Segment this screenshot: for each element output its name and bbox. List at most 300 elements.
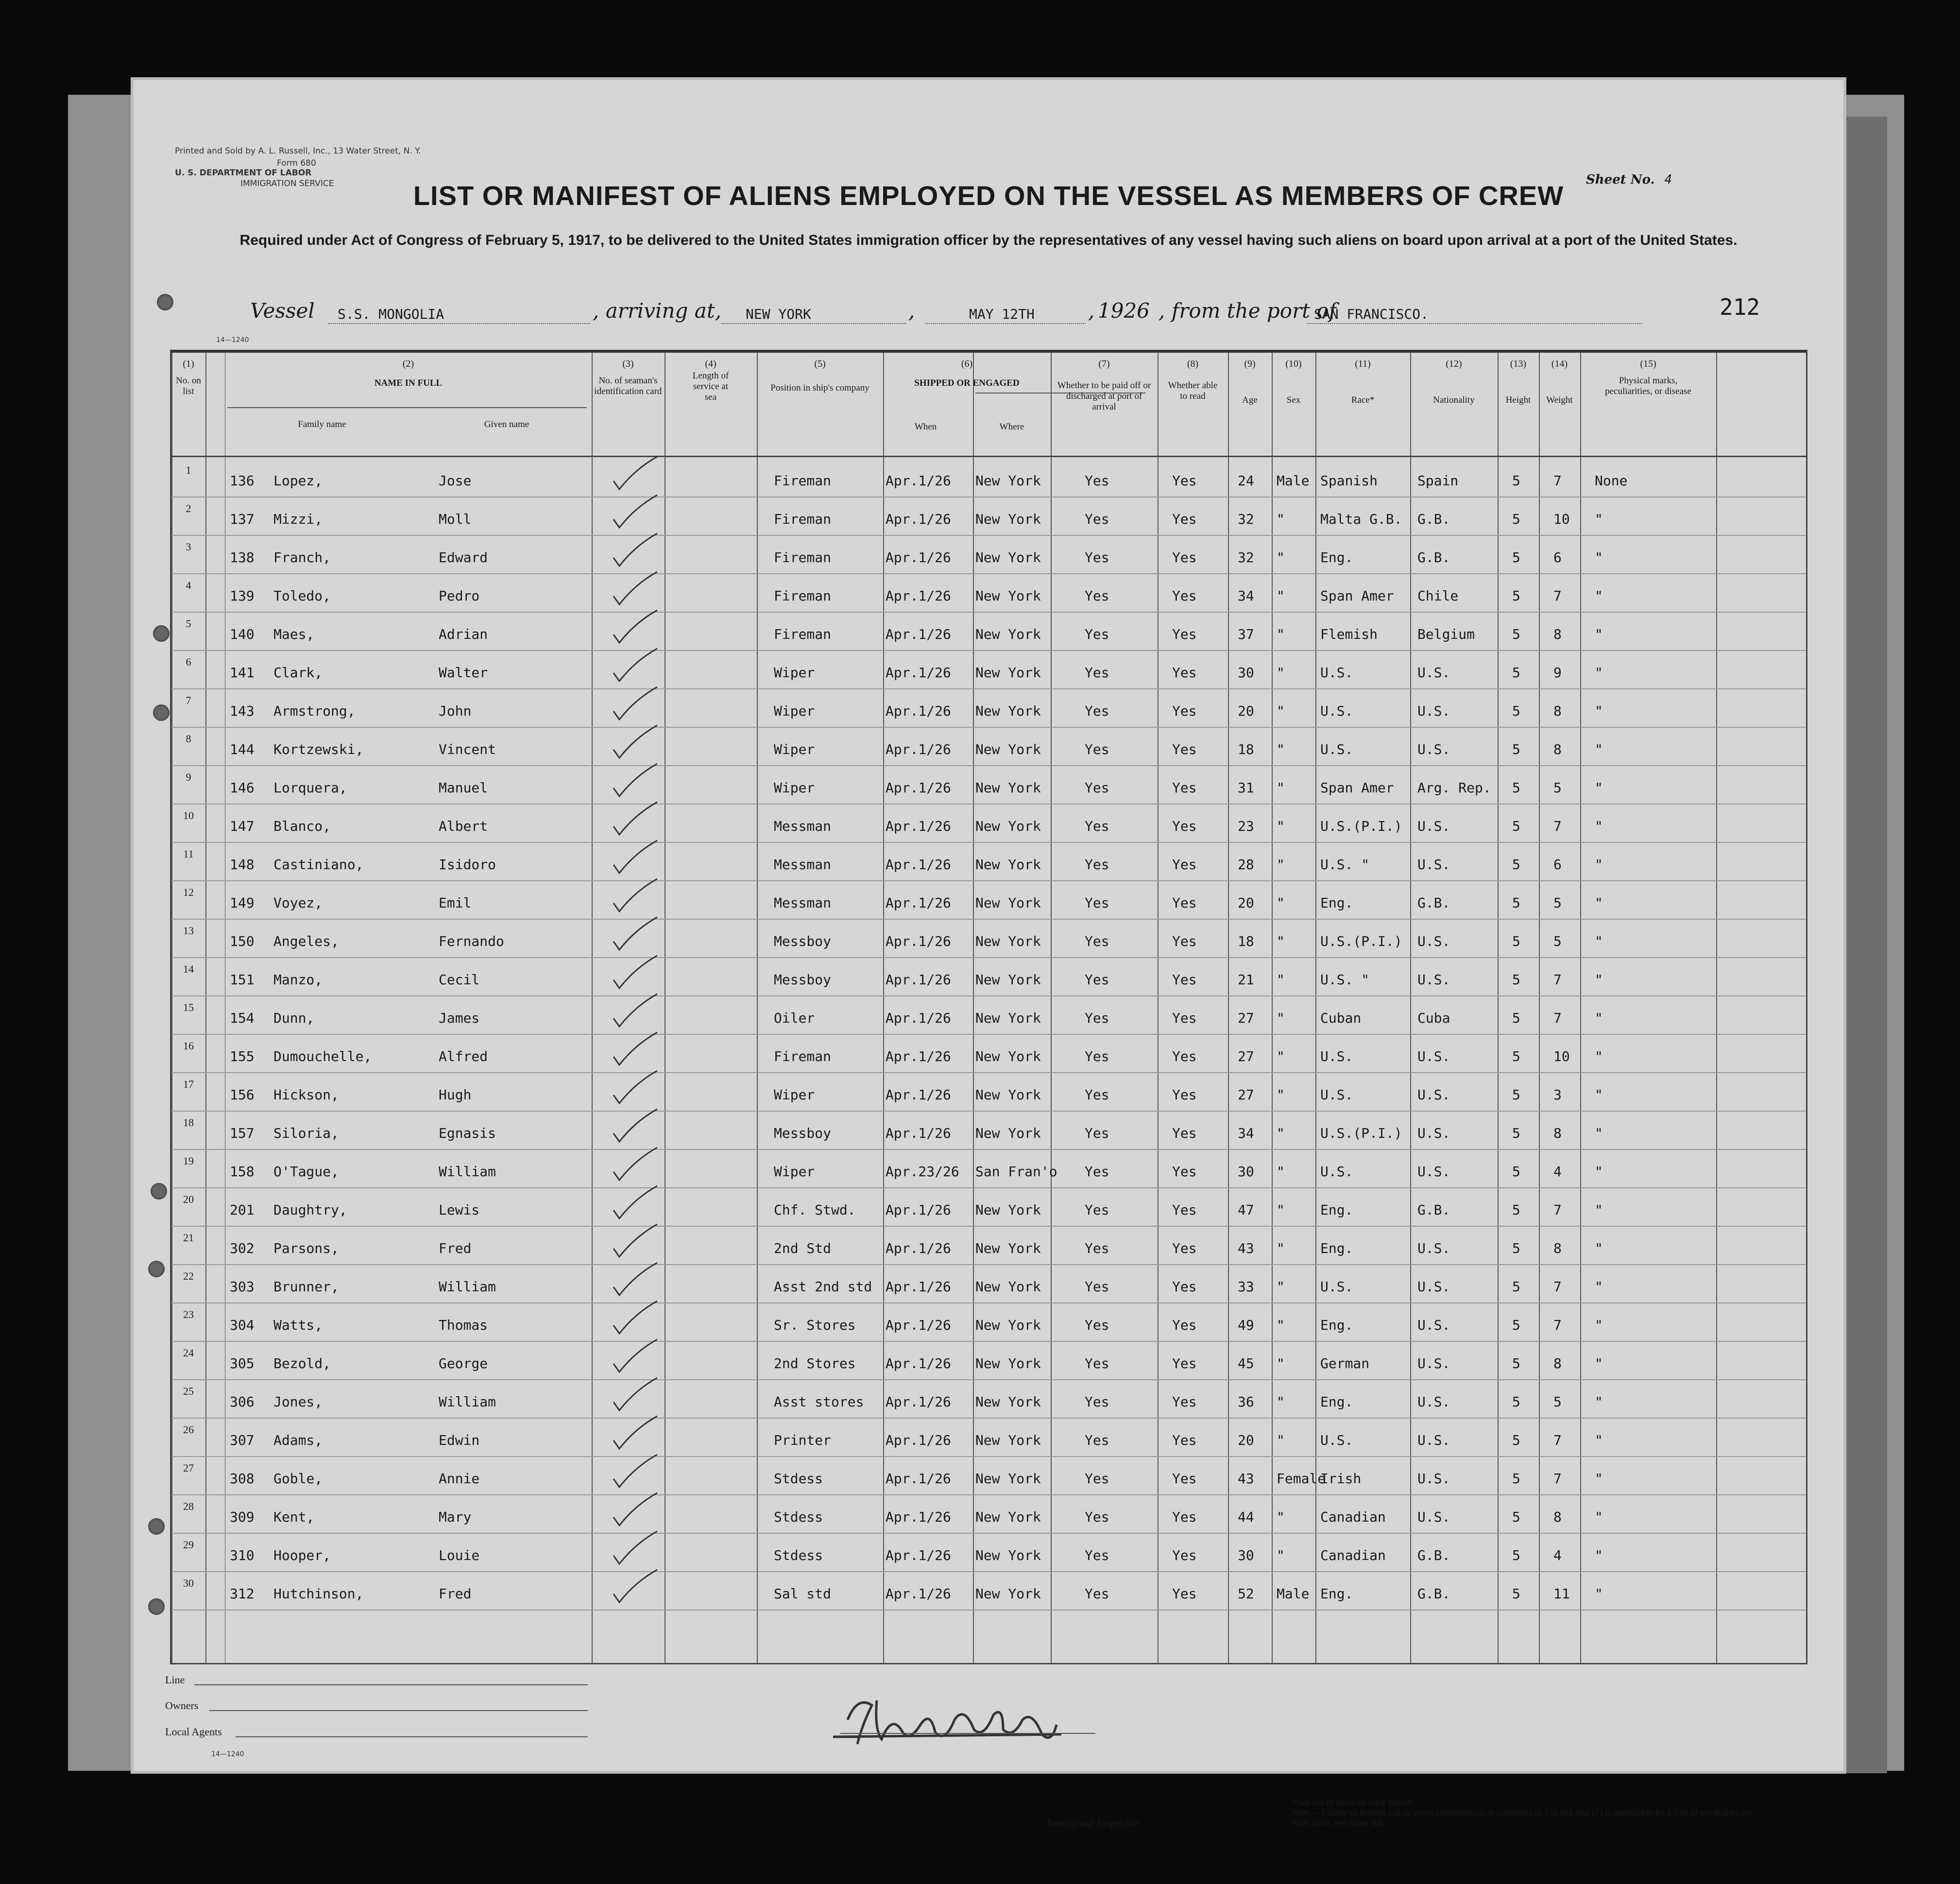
cell-where: New York [975,1432,1041,1448]
cell-age: 33 [1238,1279,1254,1295]
cell-position: Asst stores [774,1394,864,1410]
cell-paid: Yes [1085,1317,1109,1333]
cell-marks: " [1595,511,1603,527]
stamp-number: 212 [1720,294,1760,320]
cell-age: 43 [1238,1240,1254,1256]
col-head-no: No. on list [176,376,201,396]
cell-when: Apr.1/26 [886,1586,951,1602]
punch-hole [148,1598,165,1615]
cell-race: Span Amer [1320,588,1394,604]
cell-when: Apr.1/26 [886,972,951,988]
cell-where: New York [975,1586,1041,1602]
table-row [171,1457,1806,1495]
cell-where: New York [975,780,1041,796]
cell-height: 5 [1512,1547,1520,1563]
inspector-signature [828,1686,1129,1759]
cell-race: U.S.(P.I.) [1320,933,1402,949]
cell-when: Apr.23/26 [886,1164,959,1180]
cell-height: 5 [1512,1586,1520,1602]
cell-read: Yes [1172,626,1197,642]
cell-where: New York [975,1202,1041,1218]
cell-weight: 7 [1553,473,1562,489]
cell-nationality: G.B. [1417,1547,1450,1563]
cell-read: Yes [1172,1240,1197,1256]
cell-age: 18 [1238,933,1254,949]
cell-where: New York [975,1355,1041,1371]
table-row [171,1112,1806,1150]
cell-where: New York [975,549,1041,565]
col-head-position: Position in ship's company [770,383,869,393]
check-mark-icon [609,1567,662,1606]
cell-age: 30 [1238,1164,1254,1180]
table-row [171,1342,1806,1380]
col-num-15: (15) [1640,359,1656,369]
cell-height: 5 [1512,972,1520,988]
check-mark-icon [609,992,662,1030]
cell-position: Stdess [774,1471,823,1487]
cell-weight: 8 [1553,1240,1562,1256]
cell-age: 20 [1238,1432,1254,1448]
check-mark-icon [609,493,662,531]
row-number: 10 [183,809,194,822]
cell-weight: 4 [1553,1547,1562,1563]
row-number: 5 [186,617,191,630]
cell-position: Messboy [774,933,832,949]
table-row [171,766,1806,805]
cell-nationality: U.S. [1417,1394,1450,1410]
cell-sex: " [1277,856,1285,873]
cell-where: New York [975,1317,1041,1333]
cell-id: 312 [230,1586,255,1602]
cell-marks: " [1595,549,1603,565]
check-mark-icon [609,876,662,915]
cell-position: Messboy [774,972,832,988]
row-number: 7 [186,694,191,706]
col-num-9: (9) [1244,359,1256,369]
cell-family: Clark, [273,665,323,681]
cell-given: Louie [439,1547,480,1563]
col-head-weight: Weight [1546,395,1573,405]
cell-weight: 8 [1553,1509,1562,1525]
cell-height: 5 [1512,1279,1520,1295]
cell-position: Stdess [774,1509,823,1525]
cell-family: Hooper, [273,1547,331,1563]
cell-sex: " [1277,626,1285,642]
cell-age: 27 [1238,1048,1254,1064]
col-head-sex: Sex [1286,395,1301,405]
cell-race: Eng. [1320,895,1353,911]
cell-when: Apr.1/26 [886,473,951,489]
check-mark-icon [609,608,662,647]
name-subline [227,407,587,408]
check-mark-icon [609,1375,662,1414]
cell-when: Apr.1/26 [886,1048,951,1064]
check-mark-icon [609,1068,662,1107]
cell-marks: " [1595,1394,1603,1410]
cell-given: William [439,1279,496,1295]
cell-where: New York [975,933,1041,949]
cell-weight: 7 [1553,1432,1562,1448]
cell-nationality: G.B. [1417,511,1450,527]
col-num-7: (7) [1098,359,1110,369]
cell-given: Hugh [439,1087,472,1103]
punch-hole [151,1183,167,1199]
cell-paid: Yes [1085,741,1109,757]
cell-race: Canadian [1320,1509,1386,1525]
cell-paid: Yes [1085,511,1109,527]
cell-position: Fireman [774,1048,832,1064]
cell-marks: " [1595,1586,1603,1602]
cell-marks: " [1595,1547,1603,1563]
check-mark-icon [609,531,662,570]
line-underline [194,1684,588,1685]
from-port: SAN FRANCISCO. [1314,306,1429,322]
cell-given: Fernando [439,933,504,949]
col-num-4: (4) [705,359,716,369]
cell-race: Flemish [1320,626,1378,642]
cell-given: Albert [439,818,488,834]
cell-position: Messman [774,856,832,873]
col-head-paid: Whether to be paid off or discharged at port of arrival [1057,380,1151,412]
cell-nationality: U.S. [1417,741,1450,757]
cell-position: Messman [774,818,832,834]
cell-sex: " [1277,1125,1285,1141]
row-number: 8 [186,733,191,745]
cell-marks: " [1595,626,1603,642]
row-number: 18 [183,1116,194,1129]
agents-underline [236,1736,588,1737]
row-number: 21 [183,1232,194,1244]
cell-when: Apr.1/26 [886,741,951,757]
cell-family: Armstrong, [273,703,356,719]
col-num-13: (13) [1510,359,1527,369]
cell-position: Wiper [774,780,815,796]
cell-where: San Fran'o [975,1164,1057,1180]
cell-position: Chf. Stwd. [774,1202,856,1218]
cell-paid: Yes [1085,895,1109,911]
cell-id: 158 [230,1164,255,1180]
cell-family: Adams, [273,1432,323,1448]
row-number: 9 [186,771,191,783]
cell-race: U.S.(P.I.) [1320,1125,1402,1141]
col-head-marks: Physical marks, peculiarities, or disease [1605,376,1691,396]
cell-paid: Yes [1085,1048,1109,1064]
cell-marks: " [1595,1509,1603,1525]
cell-position: Wiper [774,1087,815,1103]
col-num-6: (6) [961,359,973,369]
cell-given: Isidoro [439,856,496,873]
cell-sex: " [1277,1279,1285,1295]
cell-paid: Yes [1085,1355,1109,1371]
cell-read: Yes [1172,1048,1197,1064]
table-row [171,1150,1806,1188]
cell-read: Yes [1172,780,1197,796]
header-line [171,351,1806,353]
cell-given: Walter [439,665,488,681]
row-number: 20 [183,1193,194,1205]
cell-read: Yes [1172,588,1197,604]
cell-id: 139 [230,588,255,604]
cell-family: Bezold, [273,1355,331,1371]
table-row [171,1265,1806,1303]
cell-when: Apr.1/26 [886,1432,951,1448]
cell-paid: Yes [1085,1471,1109,1487]
cell-when: Apr.1/26 [886,511,951,527]
cell-paid: Yes [1085,1202,1109,1218]
cell-age: 44 [1238,1509,1254,1525]
cell-given: Cecil [439,972,480,988]
check-mark-icon [609,761,662,800]
table-row [171,1303,1806,1342]
cell-sex: " [1277,1394,1285,1410]
col-num-10: (10) [1285,359,1302,369]
cell-nationality: Belgium [1417,626,1475,642]
row-number: 14 [183,963,194,975]
cell-weight: 5 [1553,933,1562,949]
inspector-underline [840,1733,1095,1734]
cell-sex: " [1277,549,1285,565]
col-num-3: (3) [622,359,634,369]
cell-nationality: U.S. [1417,1087,1450,1103]
cell-marks: " [1595,741,1603,757]
note-races: *See list of races on back hereof. [1292,1798,1415,1808]
cell-nationality: U.S. [1417,933,1450,949]
cell-given: Mary [439,1509,472,1525]
cell-family: Jones, [273,1394,323,1410]
cell-weight: 11 [1553,1586,1570,1602]
cell-race: U.S. [1320,1279,1353,1295]
cell-when: Apr.1/26 [886,1087,951,1103]
cell-given: James [439,1010,480,1026]
cell-marks: " [1595,588,1603,604]
cell-weight: 6 [1553,856,1562,873]
cell-given: Fred [439,1240,472,1256]
cell-read: Yes [1172,933,1197,949]
check-mark-icon [609,646,662,685]
cell-age: 30 [1238,665,1254,681]
cell-weight: 3 [1553,1087,1562,1103]
cell-sex: " [1277,588,1285,604]
col-head-when: When [914,422,937,432]
cell-height: 5 [1512,703,1520,719]
check-mark-icon [609,1452,662,1491]
cell-where: New York [975,626,1041,642]
cell-when: Apr.1/26 [886,1010,951,1026]
cell-sex: Male [1277,473,1310,489]
cell-sex: " [1277,665,1285,681]
cell-age: 27 [1238,1087,1254,1103]
cell-where: New York [975,1471,1041,1487]
col-head-service: Length of service at sea [692,371,729,402]
table-row [171,881,1806,920]
cell-family: Kent, [273,1509,315,1525]
col-head-age: Age [1242,395,1258,405]
punch-hole [153,704,170,721]
cell-race: U.S. " [1320,856,1370,873]
row-number: 30 [183,1577,194,1589]
table-row [171,459,1806,497]
row-number: 22 [183,1270,194,1282]
col-num-14: (14) [1551,359,1568,369]
inspector-label: Immigrant Inspector. [1047,1817,1141,1829]
cell-id: 201 [230,1202,255,1218]
cell-paid: Yes [1085,856,1109,873]
col-head-read: Whether able to read [1168,380,1218,401]
date-underline [925,323,1086,324]
cell-height: 5 [1512,1355,1520,1371]
check-mark-icon [609,1260,662,1299]
cell-marks: " [1595,780,1603,796]
check-mark-icon [609,1145,662,1184]
footer-notes [1292,1798,1754,1828]
manifest-page [134,80,1843,1829]
cell-id: 141 [230,665,255,681]
cell-age: 43 [1238,1471,1254,1487]
cell-marks: " [1595,1471,1603,1487]
cell-nationality: Spain [1417,473,1459,489]
cell-id: 140 [230,626,255,642]
cell-given: Alfred [439,1048,488,1064]
table-row [171,1495,1806,1534]
cell-where: New York [975,1394,1041,1410]
cell-family: Parsons, [273,1240,339,1256]
cell-paid: Yes [1085,703,1109,719]
cell-weight: 10 [1553,511,1570,527]
cell-weight: 7 [1553,588,1562,604]
cell-family: Blanco, [273,818,331,834]
cell-where: New York [975,1125,1041,1141]
cell-race: Cuban [1320,1010,1362,1026]
cell-read: Yes [1172,1586,1197,1602]
cell-height: 5 [1512,473,1520,489]
cell-when: Apr.1/26 [886,1355,951,1371]
cell-given: Lewis [439,1202,480,1218]
cell-id: 144 [230,741,255,757]
cell-race: Eng. [1320,1202,1353,1218]
owners-underline [209,1710,588,1711]
cell-weight: 9 [1553,665,1562,681]
row-number: 29 [183,1539,194,1551]
service: IMMIGRATION SERVICE [240,179,334,188]
cell-height: 5 [1512,933,1520,949]
cell-nationality: U.S. [1417,818,1450,834]
cell-height: 5 [1512,1471,1520,1487]
cell-paid: Yes [1085,1279,1109,1295]
check-mark-icon [609,1337,662,1376]
cell-marks: " [1595,1125,1603,1141]
cell-height: 5 [1512,1125,1520,1141]
cell-family: O'Tague, [273,1164,339,1180]
owners-label: Owners [165,1699,199,1712]
cell-weight: 7 [1553,1010,1562,1026]
cell-nationality: U.S. [1417,1355,1450,1371]
cell-height: 5 [1512,1010,1520,1026]
form-number: Form 680 [277,158,316,168]
cell-marks: " [1595,1279,1603,1295]
cell-where: New York [975,1087,1041,1103]
cell-height: 5 [1512,1202,1520,1218]
cell-sex: " [1277,1010,1285,1026]
row-number: 2 [186,502,191,514]
page-title: LIST OR MANIFEST OF ALIENS EMPLOYED ON THE VESSEL AS MEMBERS OF CREW [413,180,1564,211]
cell-height: 5 [1512,549,1520,565]
cell-paid: Yes [1085,1394,1109,1410]
cell-race: U.S. [1320,741,1353,757]
cell-paid: Yes [1085,1509,1109,1525]
cell-when: Apr.1/26 [886,1471,951,1487]
cell-read: Yes [1172,1509,1197,1525]
cell-nationality: U.S. [1417,1048,1450,1064]
cell-read: Yes [1172,818,1197,834]
row-number: 27 [183,1462,194,1474]
cell-read: Yes [1172,511,1197,527]
cell-weight: 4 [1553,1164,1562,1180]
cell-weight: 8 [1553,1125,1562,1141]
cell-sex: " [1277,741,1285,757]
cell-read: Yes [1172,473,1197,489]
cell-nationality: U.S. [1417,1432,1450,1448]
cell-age: 27 [1238,1010,1254,1026]
table-row [171,728,1806,766]
cell-weight: 8 [1553,703,1562,719]
cell-position: Sal std [774,1586,832,1602]
arrival-date: MAY 12TH [969,306,1035,322]
cell-nationality: U.S. [1417,1509,1450,1525]
cell-position: Fireman [774,626,832,642]
cell-sex: " [1277,1432,1285,1448]
cell-marks: " [1595,818,1603,834]
cell-when: Apr.1/26 [886,549,951,565]
row-number: 28 [183,1500,194,1512]
cell-when: Apr.1/26 [886,780,951,796]
cell-when: Apr.1/26 [886,1547,951,1563]
cell-id: 310 [230,1547,255,1563]
cell-read: Yes [1172,1087,1197,1103]
check-mark-icon [609,1299,662,1337]
cell-given: Annie [439,1471,480,1487]
cell-paid: Yes [1085,665,1109,681]
cell-where: New York [975,1010,1041,1026]
cell-position: Wiper [774,703,815,719]
row-number: 19 [183,1155,194,1167]
cell-given: George [439,1355,488,1371]
cell-nationality: U.S. [1417,856,1450,873]
row-number: 13 [183,925,194,937]
cell-given: Jose [439,473,472,489]
cell-position: 2nd Stores [774,1355,856,1371]
cell-nationality: Chile [1417,588,1459,604]
col-head-nationality: Nationality [1433,395,1475,405]
cell-weight: 7 [1553,1202,1562,1218]
cell-weight: 7 [1553,972,1562,988]
cell-weight: 8 [1553,741,1562,757]
cell-marks: None [1595,473,1628,489]
cell-given: Edwin [439,1432,480,1448]
cell-when: Apr.1/26 [886,1317,951,1333]
cell-position: Sr. Stores [774,1317,856,1333]
cell-paid: Yes [1085,1432,1109,1448]
cell-where: New York [975,1048,1041,1064]
cell-family: Lorquera, [273,780,347,796]
cell-height: 5 [1512,1394,1520,1410]
check-mark-icon [609,1222,662,1261]
table-row [171,1188,1806,1227]
cell-family: Watts, [273,1317,323,1333]
cell-sex: " [1277,1509,1285,1525]
cell-read: Yes [1172,1547,1197,1563]
cell-id: 148 [230,856,255,873]
table-row [171,996,1806,1035]
